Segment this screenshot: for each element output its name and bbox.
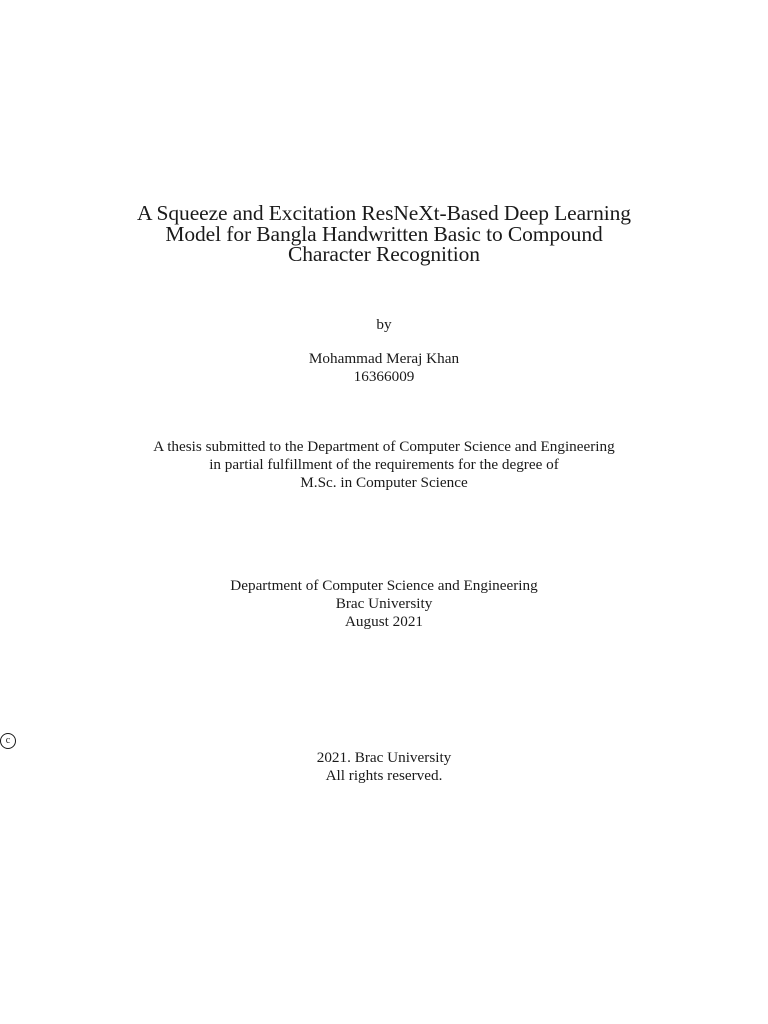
thesis-statement: [0, 438, 768, 492]
statement-line-2: in partial fulfillment of the requirements for the degree of: [209, 456, 559, 473]
thesis-title-line-1: A Squeeze and Excitation ResNeXt-Based Deep Learning: [137, 201, 631, 225]
author-block: [0, 350, 768, 386]
copyright-block: [0, 733, 768, 785]
statement-line-3: M.Sc. in Computer Science: [300, 474, 468, 491]
author-name: Mohammad Meraj Khan: [308, 350, 460, 367]
student-id: 16366009: [353, 368, 415, 385]
thesis-title-line-3: Character Recognition: [288, 242, 480, 266]
copyright-icon: c: [0, 733, 16, 749]
university-name: Brac University: [335, 595, 433, 612]
submission-date: August 2021: [344, 613, 424, 630]
department-name: Department of Computer Science and Engineering: [230, 577, 538, 594]
copyright-line: [0, 733, 768, 767]
by-line: [0, 316, 768, 334]
rights-reserved: All rights reserved.: [325, 767, 443, 784]
thesis-title: [0, 203, 768, 265]
by-text: by: [376, 316, 392, 333]
institution-block: [0, 577, 768, 631]
copyright-text: 2021. Brac University: [316, 749, 452, 766]
statement-line-1: A thesis submitted to the Department of Computer Science and Engineering: [153, 438, 615, 455]
thesis-title-line-2: Model for Bangla Handwritten Basic to Compound: [165, 221, 603, 246]
